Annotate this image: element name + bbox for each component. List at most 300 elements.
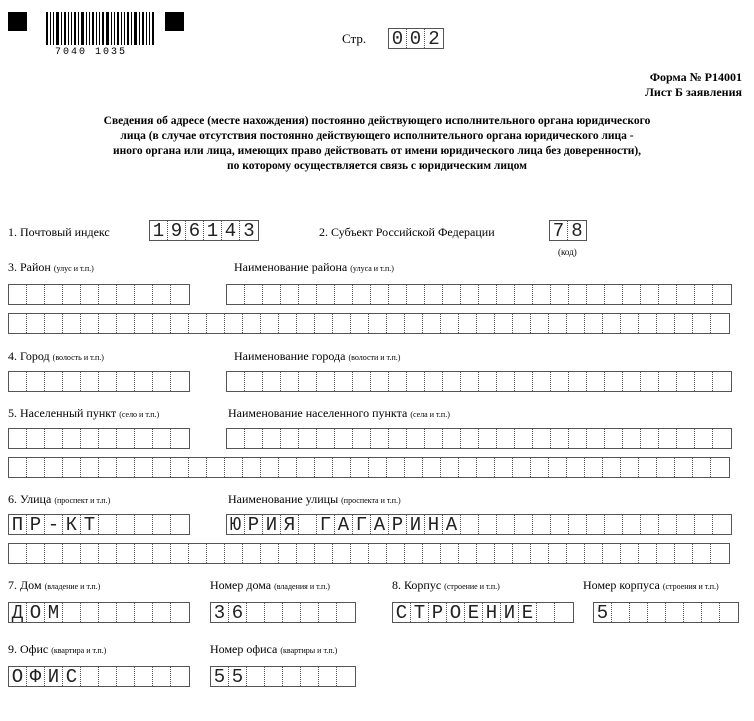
char-cell	[387, 544, 405, 563]
char-cell	[117, 285, 135, 304]
char-cell: Е	[519, 603, 537, 622]
char-cell	[353, 372, 371, 391]
char-cell	[117, 603, 135, 622]
char-cell	[263, 429, 281, 448]
char-cell	[299, 515, 317, 534]
char-cell	[639, 314, 657, 333]
city-name-input[interactable]	[226, 371, 732, 392]
district-name-input[interactable]	[226, 284, 732, 305]
char-cell	[117, 544, 135, 563]
char-cell: О	[9, 667, 27, 686]
char-cell	[135, 314, 153, 333]
char-cell: Г	[317, 515, 335, 534]
char-cell: 6	[229, 603, 247, 622]
street-name-input[interactable]	[226, 514, 732, 535]
char-cell	[461, 429, 479, 448]
char-cell	[153, 429, 171, 448]
char-cell	[533, 285, 551, 304]
char-cell	[335, 429, 353, 448]
char-cell	[243, 458, 261, 477]
char-cell	[81, 372, 99, 391]
building-number-label: Номер корпуса (строения и т.п.)	[583, 578, 719, 592]
char-cell	[693, 544, 711, 563]
char-cell	[153, 372, 171, 391]
char-cell	[477, 314, 495, 333]
char-cell	[245, 285, 263, 304]
char-cell	[135, 285, 153, 304]
char-cell	[623, 372, 641, 391]
char-cell	[45, 429, 63, 448]
barcode-bar	[64, 12, 66, 45]
char-cell: 8	[571, 220, 583, 242]
char-cell	[351, 314, 369, 333]
char-cell	[711, 544, 729, 563]
char-cell	[171, 372, 189, 391]
char-cell	[315, 314, 333, 333]
char-cell	[713, 372, 731, 391]
char-cell	[405, 458, 423, 477]
char-cell	[549, 314, 567, 333]
char-cell	[675, 544, 693, 563]
char-cell	[247, 603, 265, 622]
char-cell	[297, 544, 315, 563]
barcode-bar	[146, 12, 147, 45]
char-cell: Ю	[227, 515, 245, 534]
char-cell	[695, 515, 713, 534]
char-cell	[389, 429, 407, 448]
char-cell: И	[263, 515, 281, 534]
barcode-bar	[46, 12, 48, 45]
char-cell: 1	[150, 221, 168, 240]
char-cell	[443, 429, 461, 448]
barcode-bar	[114, 12, 115, 45]
region-code-input[interactable]	[549, 220, 587, 241]
char-cell	[603, 314, 621, 333]
char-cell	[245, 372, 263, 391]
char-cell	[425, 372, 443, 391]
char-cell: -	[45, 515, 63, 534]
settlement-type-input[interactable]	[8, 428, 190, 449]
char-cell	[171, 314, 189, 333]
registration-marker-left	[8, 12, 27, 31]
char-cell	[333, 544, 351, 563]
char-cell	[423, 544, 441, 563]
char-cell	[227, 372, 245, 391]
char-cell	[713, 515, 731, 534]
office-type-input[interactable]	[8, 666, 190, 687]
char-cell	[605, 372, 623, 391]
building-number-input[interactable]	[593, 602, 739, 623]
city-type-input[interactable]	[8, 371, 190, 392]
char-cell	[603, 544, 621, 563]
char-cell	[135, 667, 153, 686]
char-cell: 5	[594, 603, 612, 622]
char-cell	[99, 458, 117, 477]
char-cell: 3	[211, 603, 229, 622]
char-cell	[630, 603, 648, 622]
form-number: Форма № Р14001	[649, 70, 742, 84]
char-cell	[99, 515, 117, 534]
barcode-bar	[134, 12, 137, 45]
char-cell	[657, 458, 675, 477]
char-cell	[441, 314, 459, 333]
char-cell: К	[63, 515, 81, 534]
char-cell: И	[501, 603, 519, 622]
char-cell	[81, 285, 99, 304]
char-cell: Ф	[27, 667, 45, 686]
char-cell	[641, 285, 659, 304]
char-cell	[207, 314, 225, 333]
barcode-bar	[71, 12, 72, 45]
char-cell	[99, 603, 117, 622]
char-cell: А	[371, 515, 389, 534]
char-cell	[63, 372, 81, 391]
char-cell	[317, 285, 335, 304]
char-cell	[171, 285, 189, 304]
char-cell	[317, 372, 335, 391]
char-cell	[389, 285, 407, 304]
char-cell	[603, 458, 621, 477]
barcode-bar	[99, 12, 100, 45]
char-cell	[720, 603, 738, 622]
char-cell	[63, 314, 81, 333]
char-cell	[693, 314, 711, 333]
char-cell	[657, 544, 675, 563]
char-cell	[684, 603, 702, 622]
char-cell	[497, 372, 515, 391]
street-name-label: Наименование улицы (проспекта и т.п.)	[228, 492, 401, 506]
char-cell	[567, 314, 585, 333]
barcode-bar	[102, 12, 104, 45]
char-cell	[299, 372, 317, 391]
char-cell	[569, 515, 587, 534]
char-cell	[99, 667, 117, 686]
char-cell: Р	[245, 515, 263, 534]
barcode-bar	[127, 12, 129, 45]
char-cell	[9, 372, 27, 391]
house-label: 7. Дом (владение и т.п.)	[8, 578, 101, 592]
char-cell	[443, 285, 461, 304]
barcode-bar	[78, 12, 79, 45]
char-cell	[639, 458, 657, 477]
char-cell	[587, 285, 605, 304]
char-cell: И	[407, 515, 425, 534]
char-cell	[515, 429, 533, 448]
char-cell	[135, 544, 153, 563]
char-cell	[171, 458, 189, 477]
char-cell	[299, 429, 317, 448]
char-cell	[45, 314, 63, 333]
char-cell	[9, 429, 27, 448]
char-cell	[99, 372, 117, 391]
char-cell	[99, 544, 117, 563]
char-cell	[585, 314, 603, 333]
char-cell	[659, 515, 677, 534]
char-cell	[351, 458, 369, 477]
form-title	[0, 114, 754, 174]
char-cell	[153, 314, 171, 333]
char-cell	[81, 544, 99, 563]
char-cell	[585, 458, 603, 477]
postal-code-label: 1. Почтовый индекс	[8, 225, 110, 239]
region-code-note: (код)	[558, 247, 577, 257]
char-cell	[171, 603, 189, 622]
char-cell	[63, 603, 81, 622]
char-cell	[371, 429, 389, 448]
char-cell	[551, 429, 569, 448]
postal-code-input[interactable]	[149, 220, 259, 241]
char-cell	[555, 603, 573, 622]
district-type-input[interactable]	[8, 284, 190, 305]
char-cell: Н	[483, 603, 501, 622]
char-cell	[425, 285, 443, 304]
char-cell	[695, 429, 713, 448]
street-type-input[interactable]	[8, 514, 190, 535]
char-cell	[441, 544, 459, 563]
char-cell	[389, 372, 407, 391]
char-cell	[621, 314, 639, 333]
char-cell	[569, 372, 587, 391]
char-cell	[369, 544, 387, 563]
char-cell	[81, 429, 99, 448]
char-cell	[666, 603, 684, 622]
char-cell	[281, 372, 299, 391]
char-cell	[641, 372, 659, 391]
char-cell	[461, 515, 479, 534]
house-number-label: Номер дома (владения и т.п.)	[210, 578, 330, 592]
settlement-label: 5. Населенный пункт (село и т.п.)	[8, 406, 160, 420]
char-cell	[531, 458, 549, 477]
char-cell	[371, 285, 389, 304]
char-cell: Т	[411, 603, 429, 622]
char-cell	[117, 372, 135, 391]
char-cell	[533, 515, 551, 534]
char-cell	[299, 285, 317, 304]
char-cell	[261, 544, 279, 563]
barcode-number: 7040 1035	[55, 47, 128, 58]
city-name-label: Наименование города (волости и т.п.)	[234, 349, 401, 363]
char-cell	[227, 285, 245, 304]
char-cell	[551, 515, 569, 534]
char-cell	[587, 515, 605, 534]
char-cell: 3	[243, 220, 255, 242]
sheet-label: Лист Б заявления	[644, 85, 742, 99]
barcode-bar	[139, 12, 140, 45]
char-cell	[225, 544, 243, 563]
barcode-bar	[61, 12, 62, 45]
char-cell	[497, 429, 515, 448]
title-line: по которому осуществляется связь с юридическим лицом	[227, 160, 527, 172]
char-cell	[369, 314, 387, 333]
char-cell	[279, 314, 297, 333]
char-cell	[135, 603, 153, 622]
char-cell	[27, 372, 45, 391]
title-line: лица (в случае отсутствия постоянно действующего исполнительного органа юридического лица -	[120, 130, 634, 142]
char-cell	[153, 515, 171, 534]
char-cell	[301, 603, 319, 622]
char-cell	[459, 458, 477, 477]
char-cell	[623, 515, 641, 534]
char-cell	[693, 458, 711, 477]
char-cell	[283, 667, 301, 686]
district-name-label: Наименование района (улуса и т.п.)	[234, 260, 394, 274]
char-cell	[657, 314, 675, 333]
char-cell	[81, 458, 99, 477]
char-cell	[351, 544, 369, 563]
district-label: 3. Район (улус и т.п.)	[8, 260, 94, 274]
char-cell	[515, 285, 533, 304]
barcode-bar	[131, 12, 132, 45]
char-cell	[515, 372, 533, 391]
char-cell	[279, 458, 297, 477]
char-cell	[333, 314, 351, 333]
char-cell	[315, 458, 333, 477]
char-cell	[281, 285, 299, 304]
char-cell	[153, 667, 171, 686]
char-cell	[265, 667, 283, 686]
char-cell	[533, 372, 551, 391]
char-cell	[441, 458, 459, 477]
char-cell	[677, 429, 695, 448]
char-cell	[639, 544, 657, 563]
settlement-name-input[interactable]	[226, 428, 732, 449]
barcode-bar	[68, 12, 69, 45]
char-cell	[9, 544, 27, 563]
char-cell	[261, 314, 279, 333]
char-cell	[659, 372, 677, 391]
char-cell: М	[45, 603, 63, 622]
char-cell	[567, 544, 585, 563]
barcode-bar	[117, 12, 119, 45]
char-cell	[497, 285, 515, 304]
barcode	[46, 12, 156, 45]
char-cell	[27, 458, 45, 477]
char-cell	[9, 285, 27, 304]
char-cell	[405, 314, 423, 333]
char-cell	[189, 314, 207, 333]
char-cell: С	[63, 667, 81, 686]
street-label: 6. Улица (проспект и т.п.)	[8, 492, 111, 506]
char-cell	[153, 458, 171, 477]
char-cell: 0	[407, 29, 425, 48]
char-cell: 4	[222, 221, 240, 240]
char-cell	[171, 429, 189, 448]
settlement-name-label: Наименование населенного пункта (села и т.п.)	[228, 406, 450, 420]
page-number-cells	[388, 28, 444, 49]
char-cell	[587, 429, 605, 448]
char-cell	[605, 429, 623, 448]
char-cell	[263, 372, 281, 391]
char-cell	[695, 285, 713, 304]
settlement-name-input-line2[interactable]	[8, 457, 730, 478]
char-cell: Г	[353, 515, 371, 534]
char-cell	[319, 603, 337, 622]
char-cell	[612, 603, 630, 622]
char-cell	[621, 458, 639, 477]
char-cell	[153, 544, 171, 563]
char-cell	[713, 429, 731, 448]
char-cell	[153, 603, 171, 622]
office-number-input[interactable]	[210, 666, 356, 687]
district-name-input-line2[interactable]	[8, 313, 730, 334]
char-cell	[45, 372, 63, 391]
char-cell	[387, 314, 405, 333]
char-cell	[225, 458, 243, 477]
char-cell	[407, 285, 425, 304]
title-line: иного органа или лица, имеющих право действовать от имени юридического лица без доверенности),	[112, 145, 642, 157]
char-cell	[605, 515, 623, 534]
char-cell	[549, 458, 567, 477]
char-cell	[495, 458, 513, 477]
char-cell	[117, 667, 135, 686]
house-number-input[interactable]	[210, 602, 356, 623]
char-cell	[477, 458, 495, 477]
char-cell	[641, 515, 659, 534]
char-cell	[261, 458, 279, 477]
street-name-input-line2[interactable]	[8, 543, 730, 564]
char-cell	[281, 429, 299, 448]
page-label: Стр.	[342, 31, 367, 46]
registration-marker-right	[165, 12, 184, 31]
char-cell	[297, 314, 315, 333]
char-cell	[551, 372, 569, 391]
char-cell	[27, 314, 45, 333]
char-cell	[497, 515, 515, 534]
char-cell	[99, 429, 117, 448]
house-type-input[interactable]	[8, 602, 190, 623]
char-cell	[335, 372, 353, 391]
office-number-label: Номер офиса (квартиры и т.п.)	[210, 642, 338, 656]
char-cell	[63, 544, 81, 563]
char-cell	[423, 458, 441, 477]
char-cell	[45, 544, 63, 563]
char-cell	[513, 544, 531, 563]
char-cell	[677, 285, 695, 304]
char-cell	[207, 544, 225, 563]
char-cell: Р	[389, 515, 407, 534]
char-cell	[531, 314, 549, 333]
char-cell	[81, 603, 99, 622]
char-cell	[335, 285, 353, 304]
title-line: Сведения об адресе (месте нахождения) постоянно действующего исполнительного органа юридического	[103, 115, 651, 127]
char-cell	[513, 314, 531, 333]
char-cell	[189, 544, 207, 563]
char-cell	[135, 458, 153, 477]
char-cell	[265, 603, 283, 622]
char-cell	[117, 458, 135, 477]
char-cell	[585, 544, 603, 563]
char-cell	[587, 372, 605, 391]
city-label: 4. Город (волость и т.п.)	[8, 349, 104, 363]
char-cell	[648, 603, 666, 622]
char-cell	[495, 314, 513, 333]
char-cell	[533, 429, 551, 448]
char-cell	[659, 285, 677, 304]
barcode-bar	[53, 12, 54, 45]
char-cell	[695, 372, 713, 391]
char-cell	[479, 515, 497, 534]
char-cell	[621, 544, 639, 563]
building-label: 8. Корпус (строение и т.п.)	[392, 578, 500, 592]
barcode-bar	[149, 12, 150, 45]
building-type-input[interactable]	[392, 602, 574, 623]
char-cell	[315, 544, 333, 563]
char-cell: П	[9, 515, 27, 534]
char-cell	[279, 544, 297, 563]
char-cell	[117, 515, 135, 534]
char-cell	[207, 458, 225, 477]
char-cell	[243, 314, 261, 333]
